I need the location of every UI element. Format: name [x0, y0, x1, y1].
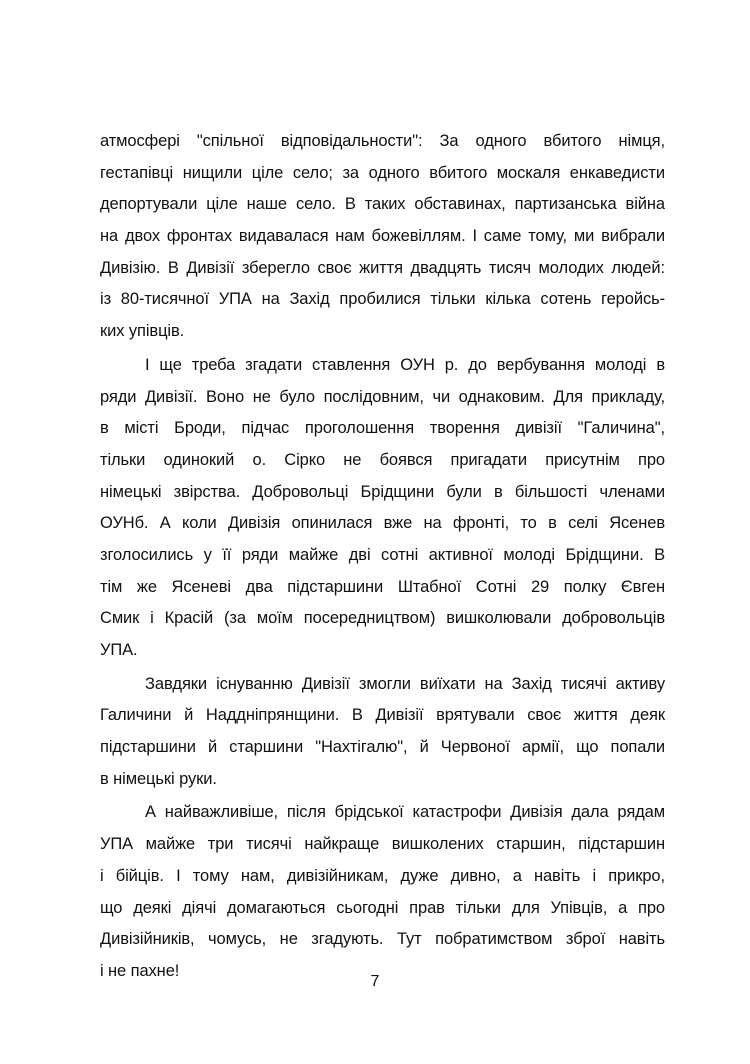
- text-line: гестапівці нищили ціле село; за одного вбитого москаля енкаведисти: [100, 163, 665, 182]
- text-line: тільки одинокий о. Сірко не боявся пригадати присутнім про: [100, 450, 665, 469]
- body-text: [100, 126, 665, 988]
- text-line: УПА майже три тисячі найкраще вишколених старшин, підстаршин: [100, 835, 665, 854]
- page-number: 7: [370, 973, 380, 990]
- text-line: підстаршини й старшини "Нахтігалю", й Червоної армії, що попали: [100, 738, 665, 757]
- text-line: Смик і Красій (за моїм посередництвом) вишколювали добровольців: [100, 609, 665, 628]
- text-line: ряди Дивізії. Воно не було послідовним, чи однаковим. Для прикладу,: [100, 387, 665, 406]
- text-line: УПА.: [100, 641, 138, 659]
- text-line: атмосфері "спільної відповідальности": За одного вбитого німця,: [100, 132, 665, 150]
- text-line: в німецькі руки.: [100, 769, 217, 788]
- text-line: тім же Ясеневі два підстаршини Штабної Сотні 29 полку Євген: [100, 577, 665, 596]
- text-line: А найважливіше, після брідської катастрофи Дивізія дала рядам: [145, 803, 665, 822]
- text-line: Дивізійників, чомусь, не згадують. Тут побратимством зброї навіть: [100, 930, 665, 949]
- text-line: зголосились у її ряди майже дві сотні активної молоді Брідщини. В: [100, 545, 665, 564]
- text-line: і не пахне!: [100, 961, 180, 980]
- text-line: на двох фронтах видавалася нам божевіллям. І саме тому, ми вибрали: [100, 227, 665, 246]
- text-line: Завдяки існуванню Дивізії змогли виїхати на Захід тисячі активу: [145, 674, 665, 693]
- text-line: ких упівців.: [100, 322, 185, 341]
- text-line: що деякі діячі домагаються сьогодні прав тільки для Упівців, а про: [100, 898, 665, 917]
- text-line: в місті Броди, підчас проголошення творення дивізії "Галичина",: [100, 419, 665, 438]
- text-line: І ще треба згадати ставлення ОУН р. до вербування молоді в: [145, 355, 665, 374]
- text-line: депортували ціле наше село. В таких обставинах, партизанська війна: [100, 195, 665, 214]
- text-line: Дивізію. В Дивізії зберегло своє життя двадцять тисяч молодих людей:: [100, 258, 665, 277]
- text-line: із 80-тисячної УПА на Захід пробилися тільки кілька сотень геройсь-: [100, 290, 665, 309]
- text-line: Галичини й Наддніпрянщини. В Дивізії врятували своє життя деяк: [100, 706, 665, 725]
- text-line: ОУНб. А коли Дивізія опинилася вже на фронті, то в селі Ясенев: [100, 514, 665, 533]
- text-line: німецькі звірства. Добровольці Брідщини були в більшості членами: [100, 482, 665, 501]
- text-line: і бійців. І тому нам, дивізійникам, дуже дивно, а навіть і прикро,: [100, 866, 665, 885]
